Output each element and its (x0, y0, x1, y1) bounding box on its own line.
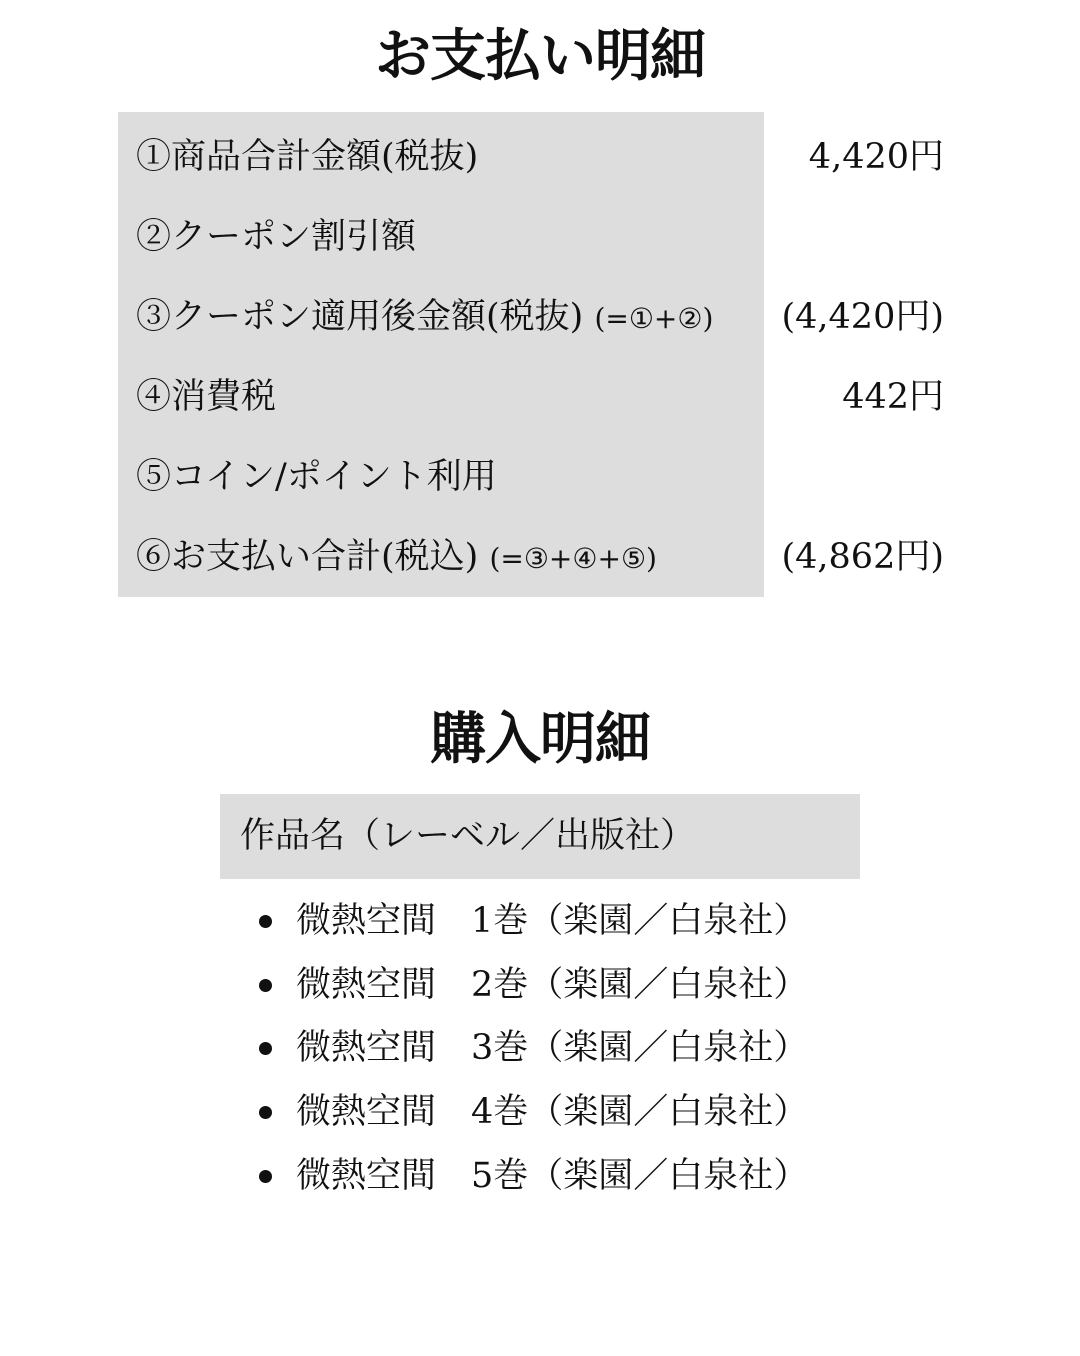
list-item (250, 954, 950, 1017)
list-item (250, 1081, 950, 1144)
payment-row-value: (4,862円) (781, 537, 944, 577)
payment-row-label: ①商品合計金額(税抜) (136, 137, 479, 177)
bullet-icon (259, 915, 272, 928)
payment-row-coin-point (118, 437, 944, 517)
purchase-details-title: 購入明細 (430, 707, 650, 772)
payment-row-value: 442円 (842, 377, 944, 417)
payment-row-label: ⑤コイン/ポイント利用 (136, 457, 497, 497)
payment-row-label: ③クーポン適用後金額(税抜) (=①+②) (136, 297, 714, 337)
payment-row-subtotal (118, 117, 944, 197)
list-item-text: 微熱空間 1巻（楽園／白泉社） (296, 901, 809, 941)
payment-row-label: ⑥お支払い合計(税込) (=③+④+⑤) (136, 537, 657, 577)
payment-row-coupon-discount (118, 197, 944, 277)
list-item-text: 微熱空間 5巻（楽園／白泉社） (296, 1156, 809, 1196)
list-item (250, 890, 950, 953)
payment-row-value: 4,420円 (808, 137, 944, 177)
list-item-text: 微熱空間 4巻（楽園／白泉社） (296, 1092, 809, 1132)
bullet-icon (259, 1042, 272, 1055)
payment-row-value: (4,420円) (781, 297, 944, 337)
list-item (250, 1145, 950, 1208)
list-item-text: 微熱空間 2巻（楽園／白泉社） (296, 965, 809, 1005)
bullet-icon (259, 1170, 272, 1183)
list-item (250, 1017, 950, 1080)
payment-row-label: ②クーポン割引額 (136, 217, 417, 257)
payment-row-consumption-tax (118, 357, 944, 437)
payment-row-after-coupon (118, 277, 944, 357)
column-header-label: 作品名（レーベル／出版社） (240, 816, 696, 856)
list-item-text: 微熱空間 3巻（楽園／白泉社） (296, 1028, 809, 1068)
bullet-icon (259, 979, 272, 992)
purchase-column-header (220, 794, 860, 879)
payment-details-title: お支払い明細 (375, 24, 705, 89)
payment-row-label: ④消費税 (136, 377, 277, 417)
bullet-icon (259, 1106, 272, 1119)
payment-row-total (118, 517, 944, 597)
